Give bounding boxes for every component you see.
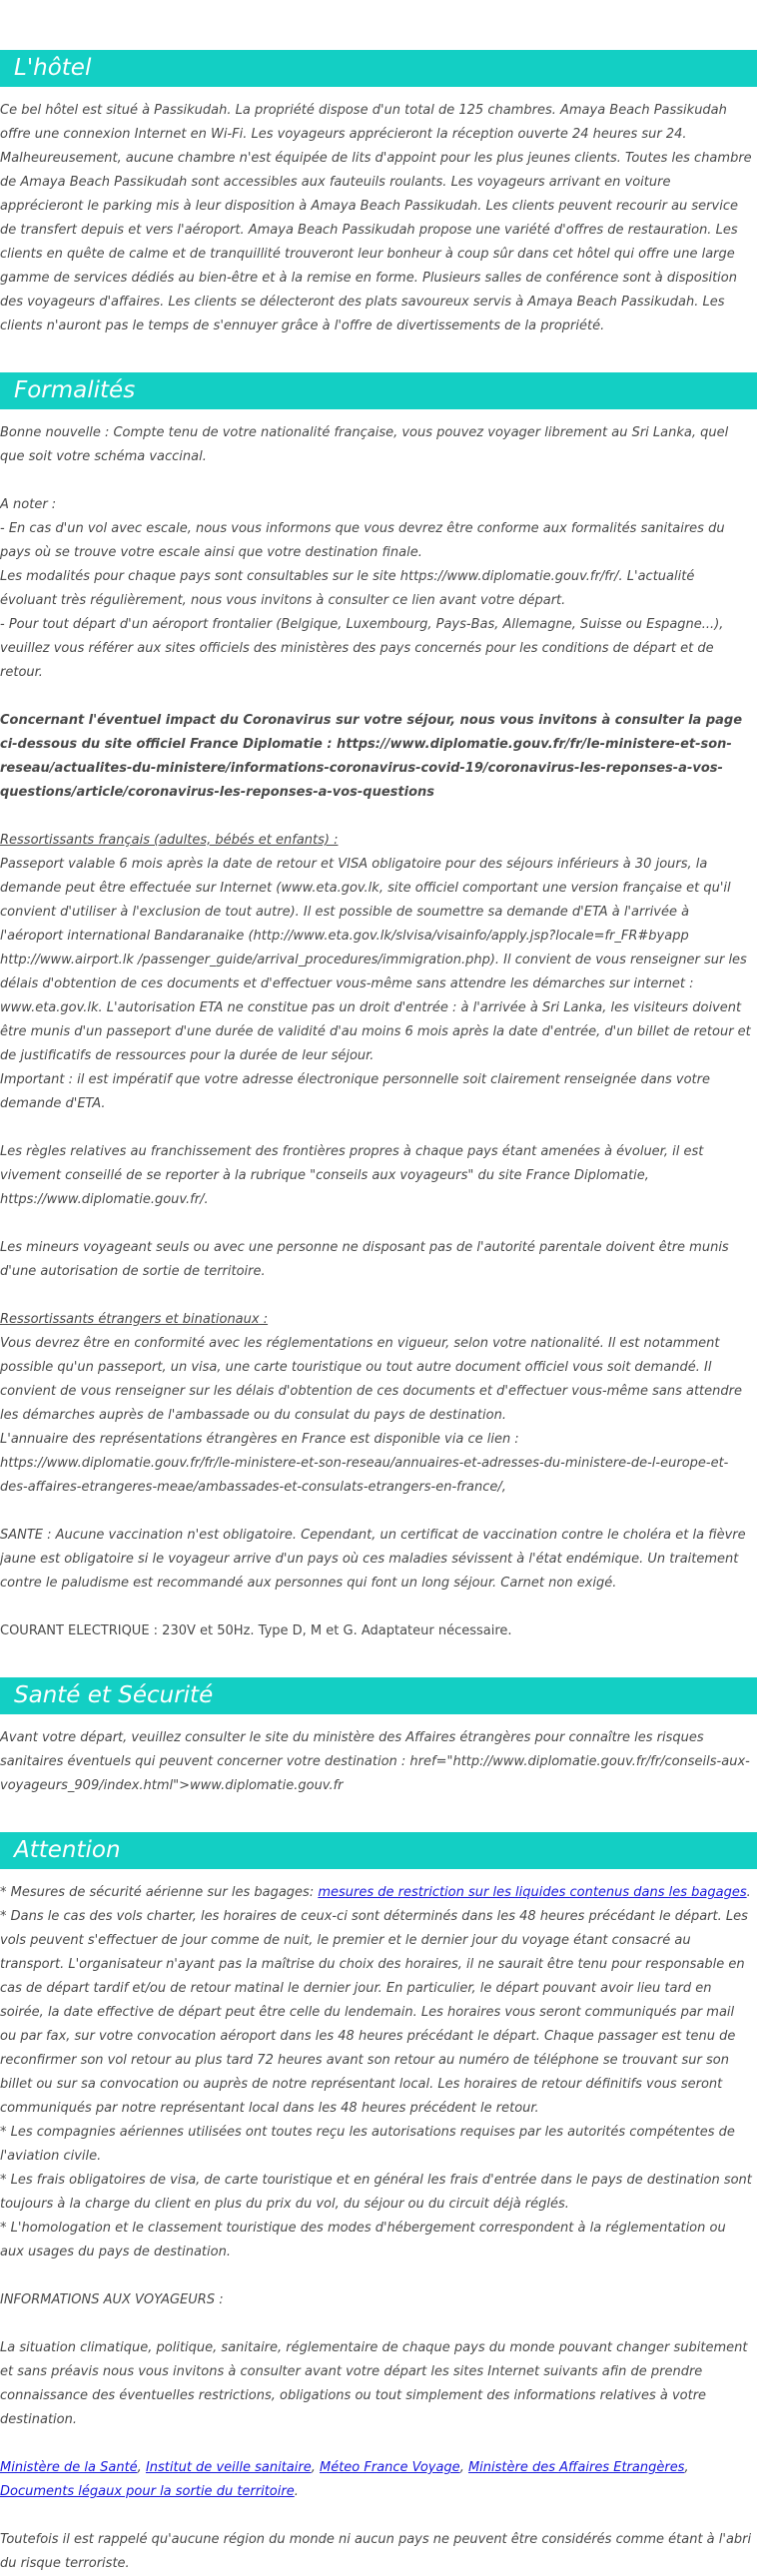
link-documents-legaux[interactable]: Documents légaux pour la sortie du territoire (0, 2484, 295, 2499)
ressortissants-etrangers-text: Vous devrez être en conformité avec les réglementations en vigueur, selon votre nationalité. Il est notamment possible qu'un passeport, un visa, une carte touristique ou tout autre document officiel vous soit demandé. Il convient de vous renseigner sur les délais d'obtention de ces documents et d'effectuer vous-même sans attendre les démarches auprès de l'ambassade ou du consulat du pays de destination. (0, 1336, 742, 1423)
useful-links: Ministère de la Santé, Institut de veille sanitaire, Méteo France Voyage, Ministère des Affaires Etrangères, Documents légaux pour la sortie du territoire. (0, 2460, 689, 2499)
hotel-section (0, 50, 757, 338)
courant-text: COURANT ELECTRIQUE : 230V et 50Hz. Type D, M et G. Adaptateur nécessaire. (0, 1623, 512, 1638)
mineurs-text: Les mineurs voyageant seuls ou avec une personne ne disposant pas de l'autorité parentale doivent être munis d'une autorisation de sortie de territoire. (0, 1240, 729, 1279)
ressortissants-francais-title: Ressortissants français (adultes, bébés et enfants) : (0, 833, 339, 848)
sante-text: SANTE : Aucune vaccination n'est obligatoire. Cependant, un certificat de vaccination contre le choléra et la fièvre jaune est obligatoire si le voyageur arrive d'un pays où ces maladies sévissent à l'état endémique. Un traitement contre le paludisme est recommandé aux personnes qui font un long séjour. Carnet non exigé. (0, 1528, 746, 1591)
infos-voyageurs-text: La situation climatique, politique, sanitaire, réglementaire de chaque pays du monde pouvant changer subitement et sans préavis nous vous invitons à consulter avant votre départ les sites Internet suivants afin de prendre connaissance des éventuelles restrictions, obligations ou tout simplement des informations relatives à votre destination. (0, 2340, 748, 2427)
link-affaires-etrangeres[interactable]: Ministère des Affaires Etrangères (467, 2460, 685, 2475)
attention-heading: Attention (0, 1832, 757, 1869)
annuaire-text: L'annuaire des représentations étrangères en France est disponible via ce lien : https://www.diplomatie.gouv.fr/fr/le-ministere-et-son-reseau/annuaires-et-adresses-du-ministere-de-l-europe-et-des-affaires-etrangeres-meae/ambassades-et-consulats-etrangers-en-france/, (0, 1432, 729, 1495)
noter-modalites: Les modalités pour chaque pays sont consultables sur le site https://www.diplomatie.gouv.fr/fr/. L'actualité évoluant très régulièrement, nous vous invitons à consulter ce lien avant votre départ. (0, 569, 695, 608)
securite-section (0, 1677, 757, 1798)
securite-text: Avant votre départ, veuillez consulter le site du ministère des Affaires étrangères pour connaître les risques sanitaires éventuels qui peuvent concerner votre destination : href="http://www.diplomatie.gouv.fr/fr/conseils-aux-voyageurs_909/index.html">www.diplomatie.gouv.fr (0, 1730, 750, 1793)
formalites-heading: Formalités (0, 372, 757, 409)
charter-text: * Dans le cas des vols charter, les horaires de ceux-ci sont déterminés dans les 48 heures précédant le départ. Les vols peuvent s'effectuer de jour comme de nuit, le premier et le dernier jour du voyage étant consacré au transport. L'organisateur n'ayant pas la maîtrise du choix des horaires, il ne saurait être tenu pour responsable en cas de départ tardif et/ou de retour matinal le dernier jour. En particulier, le départ pouvant avoir lieu tard en soirée, la date effective de départ peut être celle du lendemain. Les horaires vous seront communiqués par mail ou par fax, sur votre convocation aéroport dans les 48 heures précédant le départ. Chaque passager est tenu de reconfirmer son vol retour au plus tard 72 heures avant son retour au numéro de téléphone se trouvant sur son billet ou sur sa convocation ou auprès de notre représentant local. Les horaires de retour définitifs vous seront communiqués par notre représentant local dans les 48 heures précédent le retour. (0, 1909, 748, 2116)
compagnies-text: * Les compagnies aériennes utilisées ont toutes reçu les autorisations requises par les autorités compétentes de l'aviation civile. (0, 2125, 735, 2164)
bagages-text (0, 1881, 753, 1905)
noter-title: A noter : (0, 497, 57, 512)
link-veille-sanitaire[interactable]: Institut de veille sanitaire (145, 2460, 312, 2475)
hotel-description: Ce bel hôtel est situé à Passikudah. La propriété dispose d'un total de 125 chambres. Amaya Beach Passikudah offre une connexion Internet en Wi-Fi. Les voyageurs apprécieront la réception ouverte 24 heures sur 24. Malheureusement, aucune chambre n'est équipée de lits d'appoint pour les plus jeunes clients. Toutes les chambre de Amaya Beach Passikudah sont accessibles aux fauteuils roulants. Les voyageurs arrivant en voiture apprécieront le parking mis à leur disposition à Amaya Beach Passikudah. Les clients peuvent recourir au service de transfert depuis et vers l'aéroport. Amaya Beach Passikudah propose une variété d'offres de restauration. Les clients en quête de calme et de tranquillité trouveront leur bonheur à coup sûr dans cet hôtel qui offre une large gamme de services dédiés au bien-être et à la remise en forme. Plusieurs salles de conférence sont à disposition des voyageurs d'affaires. Les clients se délecteront des plats savoureux servis à Amaya Beach Passikudah. Les clients n'auront pas le temps de s'ennuyer grâce à l'offre de divertissements de la propriété. (0, 103, 752, 333)
link-meteo-france[interactable]: Méteo France Voyage (319, 2460, 460, 2475)
formalites-intro: Bonne nouvelle : Compte tenu de votre nationalité française, vous pouvez voyager librement au Sri Lanka, quel que soit votre schéma vaccinal. (0, 425, 729, 464)
coronavirus-notice: Concernant l'éventuel impact du Coronavirus sur votre séjour, nous vous invitons à consulter la page ci-dessous du site officiel France Diplomatie : https://www.diplomatie.gouv.fr/fr/le-ministere-et-son-reseau/actualites-du-ministere/informations-coronavirus-covid-19/coronavirus-les-reponses-a-vos-questions/article/coronavirus-les-reponses-a-vos-questions (0, 713, 743, 800)
attention-section (0, 1832, 757, 2576)
securite-heading: Santé et Sécurité (0, 1677, 757, 1714)
ressortissants-etrangers-title: Ressortissants étrangers et binationaux : (0, 1312, 269, 1327)
bagages-period: . (746, 1885, 751, 1900)
noter-frontalier: - Pour tout départ d'un aéroport frontalier (Belgique, Luxembourg, Pays-Bas, Allemagne, Suisse ou Espagne...), veuillez vous référer aux sites officiels des ministères des pays concernés pour les conditions de départ et de retour. (0, 617, 724, 680)
ressortissants-francais-important: Important : il est impératif que votre adresse électronique personnelle soit clairement renseignée dans votre demande d'ETA. (0, 1072, 710, 1111)
link-ministere-sante[interactable]: Ministère de la Santé (0, 2460, 138, 2475)
homologation-text: * L'homologation et le classement touristique des modes d'hébergement correspondent à la réglementation ou aux usages du pays de destination. (0, 2221, 726, 2259)
noter-escale: - En cas d'un vol avec escale, nous vous informons que vous devrez être conforme aux formalités sanitaires du pays où se trouve votre escale ainsi que votre destination finale. (0, 521, 725, 560)
regles-frontieres: Les règles relatives au franchissement des frontières propres à chaque pays étant amenées à évoluer, il est vivement conseillé de se reporter à la rubrique "conseils aux voyageurs" du site France Diplomatie, https://www.diplomatie.gouv.fr/. (0, 1144, 704, 1207)
hotel-heading: L'hôtel (0, 50, 757, 87)
bagages-label: * Mesures de sécurité aérienne sur les bagages: (0, 1885, 319, 1900)
bagages-link[interactable]: mesures de restriction sur les liquides contenus dans les bagages (318, 1885, 747, 1900)
terrorisme-text: Toutefois il est rappelé qu'aucune région du monde ni aucun pays ne peuvent être considérés comme étant à l'abri du risque terroriste. (0, 2532, 752, 2571)
frais-text: * Les frais obligatoires de visa, de carte touristique et en général les frais d'entrée dans le pays de destination sont toujours à la charge du client en plus du prix du vol, du séjour ou du circuit déjà réglés. (0, 2173, 752, 2212)
infos-voyageurs-title: INFORMATIONS AUX VOYAGEURS : (0, 2292, 224, 2307)
formalites-section (0, 372, 757, 1643)
ressortissants-francais-text: Passeport valable 6 mois après la date de retour et VISA obligatoire pour des séjours inférieurs à 30 jours, la demande peut être effectuée sur Internet (www.eta.gov.lk, site officiel comportant une version française et qu'il convient d'utiliser à l'exclusion de tout autre). Il est possible de soumettre sa demande d'ETA à l'arrivée à l'aéroport international Bandaranaike (http://www.eta.gov.lk/slvisa/visainfo/apply.jsp?locale=fr_FR#byapp http://www.airport.lk /passenger_guide/arrival_procedures/immigration.php). Il convient de vous renseigner sur les délais d'obtention de ces documents et d'effectuer vous-même sans attendre les démarches sur internet : www.eta.gov.lk. L'autorisation ETA ne constitue pas un droit d'entrée : à l'arrivée à Sri Lanka, les visiteurs doivent être munis d'un passeport d'une durée de validité d'au moins 6 mois après la date d'entrée, d'un billet de retour et de justificatifs de ressources pour la durée de leur séjour. (0, 857, 751, 1063)
